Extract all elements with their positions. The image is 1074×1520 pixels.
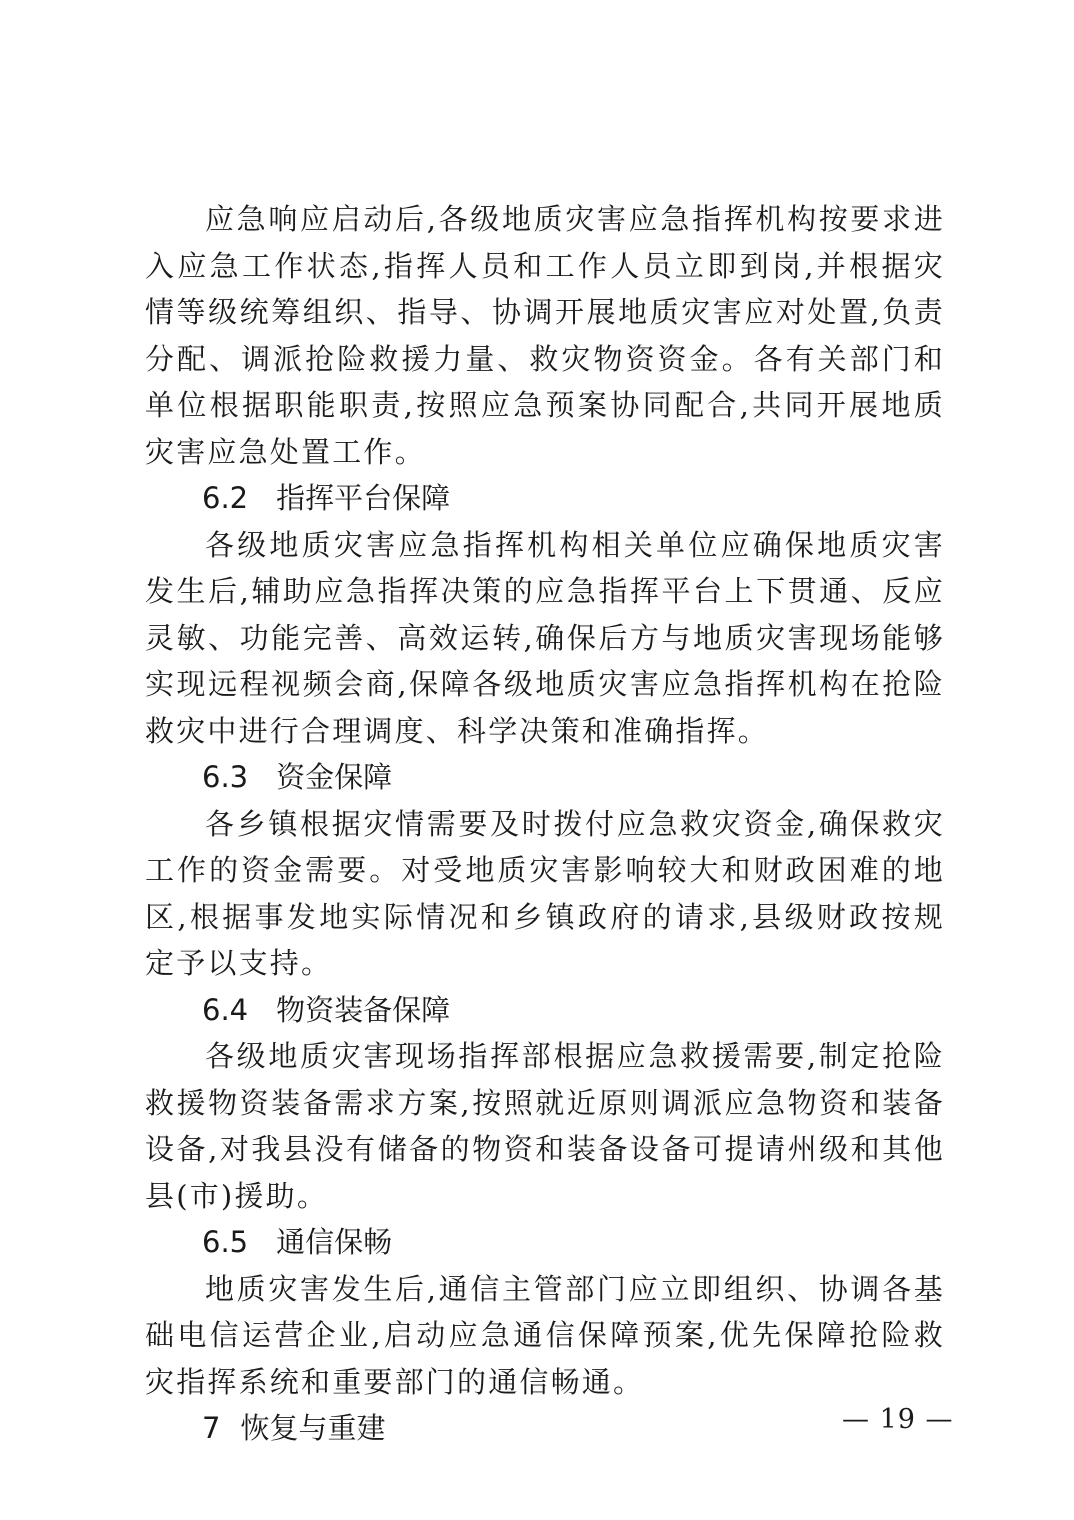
section-number: 6.3	[202, 760, 249, 794]
section-title: 指挥平台保障	[276, 481, 451, 515]
section-title: 恢复与重建	[240, 1411, 386, 1445]
section-number: 7	[202, 1411, 221, 1445]
paragraph-emergency-response: 应急响应启动后,各级地质灾害应急指挥机构按要求进入应急工作状态,指挥人员和工作人员立即到岗,并根据灾情等级统筹组织、指导、协调开展地质灾害应对处置,负责分配、调派抢险救援力量、救灾物资资金。各有关部门和单位根据职能职责,按照应急预案协同配合,共同开展地质灾害应急处置工作。	[145, 202, 945, 469]
section-heading-6-5	[145, 1219, 945, 1266]
section-number: 6.5	[202, 1225, 249, 1259]
paragraph-communications: 地质灾害发生后,通信主管部门应立即组织、协调各基础电信运营企业,启动应急通信保障预案,优先保障抢险救灾指挥系统和重要部门的通信畅通。	[145, 1271, 945, 1399]
section-heading-6-2	[145, 475, 945, 522]
paragraph-funding: 各乡镇根据灾情需要及时拨付应急救灾资金,确保救灾工作的资金需要。对受地质灾害影响较大和财政困难的地区,根据事发地实际情况和乡镇政府的请求,县级财政按规定予以支持。	[145, 806, 945, 980]
section-heading-7	[145, 1405, 945, 1452]
page-number: — 19 —	[842, 1404, 954, 1435]
document-body	[145, 196, 945, 1452]
section-title: 通信保畅	[276, 1225, 393, 1259]
section-title: 资金保障	[276, 760, 393, 794]
section-number: 6.2	[202, 481, 249, 515]
section-number: 6.4	[202, 992, 249, 1027]
section-heading-6-3	[145, 754, 945, 801]
paragraph-command-platform: 各级地质灾害应急指挥机构相关单位应确保地质灾害发生后,辅助应急指挥决策的应急指挥平台上下贯通、反应灵敏、功能完善、高效运转,确保后方与地质灾害现场能够实现远程视频会商,保障各级地质灾害应急指挥机构在抢险救灾中进行合理调度、科学决策和准确指挥。	[145, 527, 945, 748]
section-title: 物资装备保障	[276, 992, 451, 1027]
paragraph-materials-equipment: 各级地质灾害现场指挥部根据应急救援需要,制定抢险救援物资装备需求方案,按照就近原则调派应急物资和装备设备,对我县没有储备的物资和装备设备可提请州级和其他县(市)援助。	[145, 1039, 945, 1213]
section-heading-6-4	[145, 987, 945, 1034]
